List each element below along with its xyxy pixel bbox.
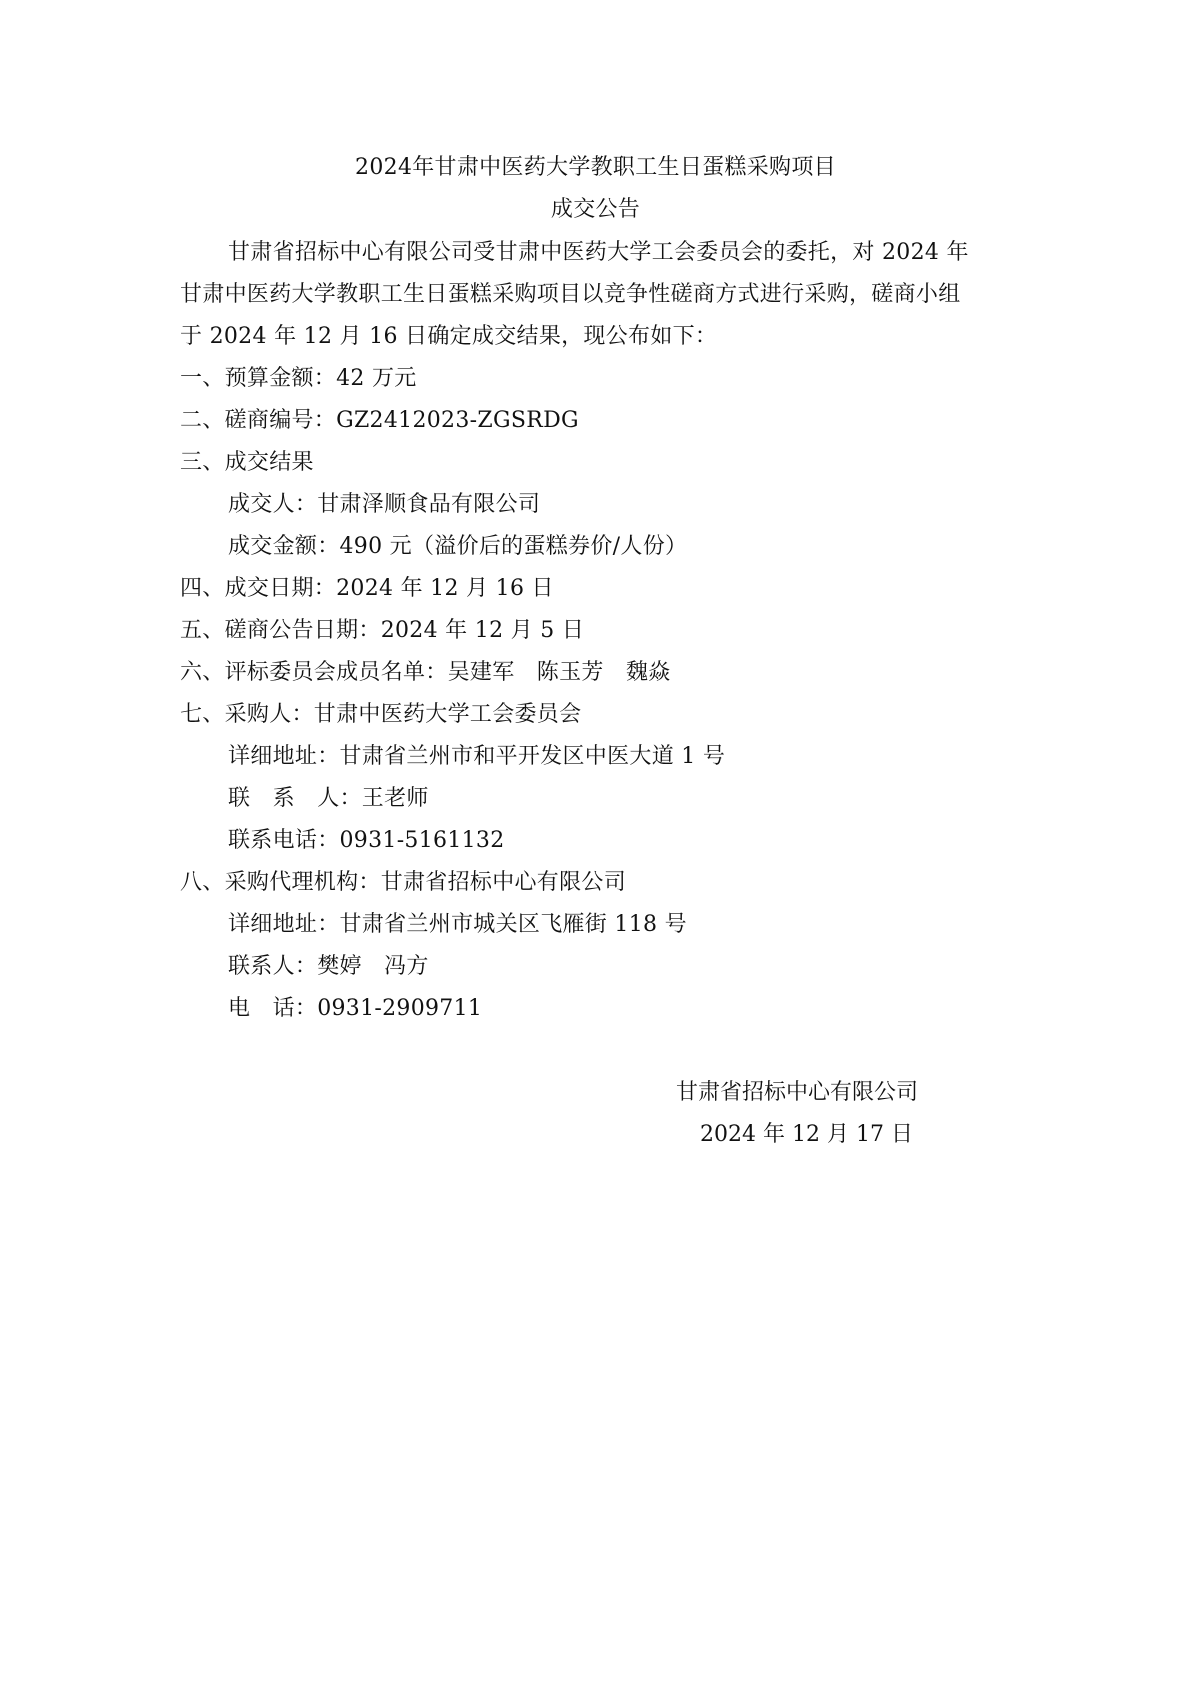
- number-line: 二、磋商编号：GZ2412023-ZGSRDG: [180, 408, 579, 433]
- buyer-line: 七、采购人：甘肃中医药大学工会委员会: [180, 702, 582, 727]
- result-heading: 三、成交结果: [180, 450, 314, 475]
- buyer-contact-line: 联 系 人：王老师: [228, 786, 429, 811]
- notice-date-line: 五、磋商公告日期：2024 年 12 月 5 日: [180, 618, 585, 643]
- amount-line: 成交金额：490 元（溢价后的蛋糕券价/人份）: [228, 534, 688, 559]
- agency-address-line: 详细地址：甘肃省兰州市城关区飞雁街 118 号: [228, 912, 687, 937]
- signature-date: 2024 年 12 月 17 日: [700, 1122, 913, 1147]
- committee-line: 六、评标委员会成员名单：吴建军 陈玉芳 魏焱: [180, 660, 671, 685]
- budget-line: 一、预算金额：42 万元: [180, 366, 417, 391]
- intro-line-2: 甘肃中医药大学教职工生日蛋糕采购项目以竞争性磋商方式进行采购，磋商小组: [180, 282, 961, 307]
- intro-line-1: 甘肃省招标中心有限公司受甘肃中医药大学工会委员会的委托，对 2024 年: [228, 240, 969, 265]
- winner-line: 成交人：甘肃泽顺食品有限公司: [228, 492, 541, 517]
- signature-org: 甘肃省招标中心有限公司: [676, 1080, 919, 1105]
- agency-contact-line: 联系人：樊婷 冯方: [228, 954, 429, 979]
- agency-line: 八、采购代理机构：甘肃省招标中心有限公司: [180, 870, 627, 895]
- deal-date-line: 四、成交日期：2024 年 12 月 16 日: [180, 576, 554, 601]
- intro-line-3: 于 2024 年 12 月 16 日确定成交结果，现公布如下：: [180, 324, 718, 349]
- document-title: 2024年甘肃中医药大学教职工生日蛋糕采购项目: [355, 155, 836, 180]
- buyer-address-line: 详细地址：甘肃省兰州市和平开发区中医大道 1 号: [228, 744, 726, 769]
- document-subtitle: 成交公告: [550, 197, 641, 222]
- agency-phone-line: 电 话：0931-2909711: [228, 996, 483, 1021]
- buyer-phone-line: 联系电话：0931-5161132: [228, 828, 505, 853]
